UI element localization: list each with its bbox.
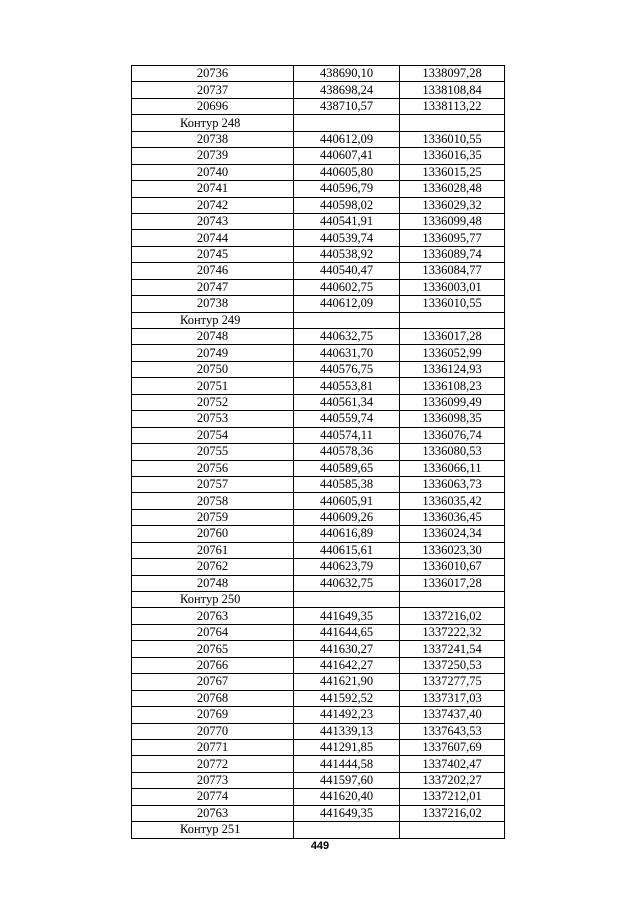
table-row bbox=[132, 394, 505, 410]
x-coordinate-cell: 440631,70 bbox=[294, 345, 400, 361]
point-id-cell: 20749 bbox=[132, 345, 294, 361]
y-coordinate-cell: 1336010,55 bbox=[400, 296, 505, 312]
x-coordinate-cell: 440540,47 bbox=[294, 263, 400, 279]
y-coordinate-cell: 1336052,99 bbox=[400, 345, 505, 361]
y-coordinate-cell: 1336017,28 bbox=[400, 575, 505, 591]
y-coordinate-cell: 1336010,67 bbox=[400, 559, 505, 575]
y-coordinate-cell: 1337216,02 bbox=[400, 608, 505, 624]
empty-cell bbox=[294, 822, 400, 838]
table-row bbox=[132, 641, 505, 657]
x-coordinate-cell: 441620,40 bbox=[294, 789, 400, 805]
contour-header-row bbox=[132, 592, 505, 608]
x-coordinate-cell: 441642,27 bbox=[294, 657, 400, 673]
x-coordinate-cell: 440607,41 bbox=[294, 148, 400, 164]
point-id-cell: 20766 bbox=[132, 657, 294, 673]
x-coordinate-cell: 440585,38 bbox=[294, 476, 400, 492]
point-id-cell: 20738 bbox=[132, 131, 294, 147]
x-coordinate-cell: 440609,26 bbox=[294, 509, 400, 525]
table-row bbox=[132, 181, 505, 197]
y-coordinate-cell: 1336024,34 bbox=[400, 526, 505, 542]
y-coordinate-cell: 1336016,35 bbox=[400, 148, 505, 164]
y-coordinate-cell: 1336099,49 bbox=[400, 394, 505, 410]
x-coordinate-cell: 440632,75 bbox=[294, 329, 400, 345]
x-coordinate-cell: 440589,65 bbox=[294, 460, 400, 476]
point-id-cell: 20762 bbox=[132, 559, 294, 575]
y-coordinate-cell: 1336076,74 bbox=[400, 427, 505, 443]
point-id-cell: 20772 bbox=[132, 756, 294, 772]
x-coordinate-cell: 441444,58 bbox=[294, 756, 400, 772]
x-coordinate-cell: 440574,11 bbox=[294, 427, 400, 443]
point-id-cell: 20739 bbox=[132, 148, 294, 164]
point-id-cell: 20738 bbox=[132, 296, 294, 312]
empty-cell bbox=[400, 822, 505, 838]
point-id-cell: 20759 bbox=[132, 509, 294, 525]
empty-cell bbox=[400, 115, 505, 131]
y-coordinate-cell: 1337212,01 bbox=[400, 789, 505, 805]
point-id-cell: 20757 bbox=[132, 476, 294, 492]
x-coordinate-cell: 440612,09 bbox=[294, 131, 400, 147]
table-row bbox=[132, 82, 505, 98]
table-row bbox=[132, 493, 505, 509]
contour-label: Контур 251 bbox=[132, 822, 294, 838]
y-coordinate-cell: 1337317,03 bbox=[400, 690, 505, 706]
x-coordinate-cell: 441492,23 bbox=[294, 707, 400, 723]
point-id-cell: 20760 bbox=[132, 526, 294, 542]
table-row bbox=[132, 148, 505, 164]
table-row bbox=[132, 690, 505, 706]
y-coordinate-cell: 1337402,47 bbox=[400, 756, 505, 772]
x-coordinate-cell: 440598,02 bbox=[294, 197, 400, 213]
y-coordinate-cell: 1337216,02 bbox=[400, 805, 505, 821]
x-coordinate-cell: 441291,85 bbox=[294, 739, 400, 755]
point-id-cell: 20755 bbox=[132, 444, 294, 460]
y-coordinate-cell: 1336010,55 bbox=[400, 131, 505, 147]
point-id-cell: 20747 bbox=[132, 279, 294, 295]
x-coordinate-cell: 440605,91 bbox=[294, 493, 400, 509]
point-id-cell: 20761 bbox=[132, 542, 294, 558]
table-row bbox=[132, 378, 505, 394]
empty-cell bbox=[400, 592, 505, 608]
contour-header-row bbox=[132, 312, 505, 328]
x-coordinate-cell: 441597,60 bbox=[294, 772, 400, 788]
x-coordinate-cell: 438690,10 bbox=[294, 66, 400, 82]
table-row bbox=[132, 707, 505, 723]
y-coordinate-cell: 1336063,73 bbox=[400, 476, 505, 492]
point-id-cell: 20746 bbox=[132, 263, 294, 279]
x-coordinate-cell: 441649,35 bbox=[294, 805, 400, 821]
point-id-cell: 20737 bbox=[132, 82, 294, 98]
table-row bbox=[132, 213, 505, 229]
table-row bbox=[132, 131, 505, 147]
y-coordinate-cell: 1336099,48 bbox=[400, 213, 505, 229]
table-row bbox=[132, 230, 505, 246]
x-coordinate-cell: 440539,74 bbox=[294, 230, 400, 246]
contour-header-row bbox=[132, 115, 505, 131]
y-coordinate-cell: 1337643,53 bbox=[400, 723, 505, 739]
empty-cell bbox=[294, 312, 400, 328]
table-row bbox=[132, 444, 505, 460]
y-coordinate-cell: 1338113,22 bbox=[400, 98, 505, 114]
table-row bbox=[132, 329, 505, 345]
table-row bbox=[132, 723, 505, 739]
x-coordinate-cell: 441621,90 bbox=[294, 674, 400, 690]
table-row bbox=[132, 98, 505, 114]
x-coordinate-cell: 440596,79 bbox=[294, 181, 400, 197]
x-coordinate-cell: 440632,75 bbox=[294, 575, 400, 591]
table-row bbox=[132, 789, 505, 805]
y-coordinate-cell: 1336066,11 bbox=[400, 460, 505, 476]
y-coordinate-cell: 1336095,77 bbox=[400, 230, 505, 246]
y-coordinate-cell: 1336015,25 bbox=[400, 164, 505, 180]
point-id-cell: 20743 bbox=[132, 213, 294, 229]
point-id-cell: 20767 bbox=[132, 674, 294, 690]
x-coordinate-cell: 440623,79 bbox=[294, 559, 400, 575]
x-coordinate-cell: 440615,61 bbox=[294, 542, 400, 558]
table-row bbox=[132, 164, 505, 180]
y-coordinate-cell: 1337277,75 bbox=[400, 674, 505, 690]
table-row bbox=[132, 739, 505, 755]
point-id-cell: 20748 bbox=[132, 575, 294, 591]
point-id-cell: 20750 bbox=[132, 361, 294, 377]
y-coordinate-cell: 1336108,23 bbox=[400, 378, 505, 394]
point-id-cell: 20764 bbox=[132, 624, 294, 640]
table-row bbox=[132, 575, 505, 591]
table-row bbox=[132, 674, 505, 690]
y-coordinate-cell: 1336080,53 bbox=[400, 444, 505, 460]
x-coordinate-cell: 440553,81 bbox=[294, 378, 400, 394]
y-coordinate-cell: 1337437,40 bbox=[400, 707, 505, 723]
point-id-cell: 20745 bbox=[132, 246, 294, 262]
point-id-cell: 20768 bbox=[132, 690, 294, 706]
point-id-cell: 20770 bbox=[132, 723, 294, 739]
table-row bbox=[132, 246, 505, 262]
table-row bbox=[132, 279, 505, 295]
x-coordinate-cell: 440559,74 bbox=[294, 411, 400, 427]
table-row bbox=[132, 263, 505, 279]
table-row bbox=[132, 805, 505, 821]
table-row bbox=[132, 657, 505, 673]
table-row bbox=[132, 361, 505, 377]
table-row bbox=[132, 559, 505, 575]
point-id-cell: 20763 bbox=[132, 805, 294, 821]
point-id-cell: 20774 bbox=[132, 789, 294, 805]
x-coordinate-cell: 440602,75 bbox=[294, 279, 400, 295]
y-coordinate-cell: 1337250,53 bbox=[400, 657, 505, 673]
contour-header-row bbox=[132, 822, 505, 838]
table-row bbox=[132, 460, 505, 476]
point-id-cell: 20753 bbox=[132, 411, 294, 427]
point-id-cell: 20751 bbox=[132, 378, 294, 394]
point-id-cell: 20752 bbox=[132, 394, 294, 410]
y-coordinate-cell: 1336035,42 bbox=[400, 493, 505, 509]
x-coordinate-cell: 440541,91 bbox=[294, 213, 400, 229]
y-coordinate-cell: 1338108,84 bbox=[400, 82, 505, 98]
x-coordinate-cell: 441592,52 bbox=[294, 690, 400, 706]
y-coordinate-cell: 1337607,69 bbox=[400, 739, 505, 755]
empty-cell bbox=[400, 312, 505, 328]
y-coordinate-cell: 1337202,27 bbox=[400, 772, 505, 788]
contour-label: Контур 248 bbox=[132, 115, 294, 131]
coordinates-table bbox=[131, 65, 505, 839]
point-id-cell: 20756 bbox=[132, 460, 294, 476]
x-coordinate-cell: 440605,80 bbox=[294, 164, 400, 180]
y-coordinate-cell: 1336003,01 bbox=[400, 279, 505, 295]
y-coordinate-cell: 1336036,45 bbox=[400, 509, 505, 525]
table-row bbox=[132, 542, 505, 558]
y-coordinate-cell: 1338097,28 bbox=[400, 66, 505, 82]
y-coordinate-cell: 1336023,30 bbox=[400, 542, 505, 558]
table-row bbox=[132, 411, 505, 427]
x-coordinate-cell: 440616,89 bbox=[294, 526, 400, 542]
y-coordinate-cell: 1336124,93 bbox=[400, 361, 505, 377]
x-coordinate-cell: 440612,09 bbox=[294, 296, 400, 312]
point-id-cell: 20758 bbox=[132, 493, 294, 509]
x-coordinate-cell: 441630,27 bbox=[294, 641, 400, 657]
point-id-cell: 20769 bbox=[132, 707, 294, 723]
point-id-cell: 20696 bbox=[132, 98, 294, 114]
point-id-cell: 20744 bbox=[132, 230, 294, 246]
point-id-cell: 20742 bbox=[132, 197, 294, 213]
point-id-cell: 20736 bbox=[132, 66, 294, 82]
table-row bbox=[132, 608, 505, 624]
empty-cell bbox=[294, 592, 400, 608]
point-id-cell: 20754 bbox=[132, 427, 294, 443]
page-number: 449 bbox=[310, 840, 330, 852]
y-coordinate-cell: 1337222,32 bbox=[400, 624, 505, 640]
contour-label: Контур 250 bbox=[132, 592, 294, 608]
table-row bbox=[132, 476, 505, 492]
point-id-cell: 20771 bbox=[132, 739, 294, 755]
y-coordinate-cell: 1336089,74 bbox=[400, 246, 505, 262]
table-row bbox=[132, 624, 505, 640]
x-coordinate-cell: 440561,34 bbox=[294, 394, 400, 410]
point-id-cell: 20773 bbox=[132, 772, 294, 788]
y-coordinate-cell: 1336084,77 bbox=[400, 263, 505, 279]
table-row bbox=[132, 345, 505, 361]
x-coordinate-cell: 440576,75 bbox=[294, 361, 400, 377]
y-coordinate-cell: 1336028,48 bbox=[400, 181, 505, 197]
x-coordinate-cell: 440538,92 bbox=[294, 246, 400, 262]
y-coordinate-cell: 1336029,32 bbox=[400, 197, 505, 213]
table-row bbox=[132, 772, 505, 788]
point-id-cell: 20748 bbox=[132, 329, 294, 345]
x-coordinate-cell: 441339,13 bbox=[294, 723, 400, 739]
coordinates-table-body bbox=[132, 66, 505, 839]
table-row bbox=[132, 427, 505, 443]
x-coordinate-cell: 441649,35 bbox=[294, 608, 400, 624]
table-row bbox=[132, 756, 505, 772]
point-id-cell: 20741 bbox=[132, 181, 294, 197]
contour-label: Контур 249 bbox=[132, 312, 294, 328]
point-id-cell: 20765 bbox=[132, 641, 294, 657]
x-coordinate-cell: 440578,36 bbox=[294, 444, 400, 460]
y-coordinate-cell: 1336017,28 bbox=[400, 329, 505, 345]
point-id-cell: 20763 bbox=[132, 608, 294, 624]
empty-cell bbox=[294, 115, 400, 131]
x-coordinate-cell: 438710,57 bbox=[294, 98, 400, 114]
table-row bbox=[132, 296, 505, 312]
x-coordinate-cell: 438698,24 bbox=[294, 82, 400, 98]
y-coordinate-cell: 1336098,35 bbox=[400, 411, 505, 427]
x-coordinate-cell: 441644,65 bbox=[294, 624, 400, 640]
table-row bbox=[132, 197, 505, 213]
y-coordinate-cell: 1337241,54 bbox=[400, 641, 505, 657]
table-row bbox=[132, 66, 505, 82]
point-id-cell: 20740 bbox=[132, 164, 294, 180]
table-row bbox=[132, 526, 505, 542]
table-row bbox=[132, 509, 505, 525]
